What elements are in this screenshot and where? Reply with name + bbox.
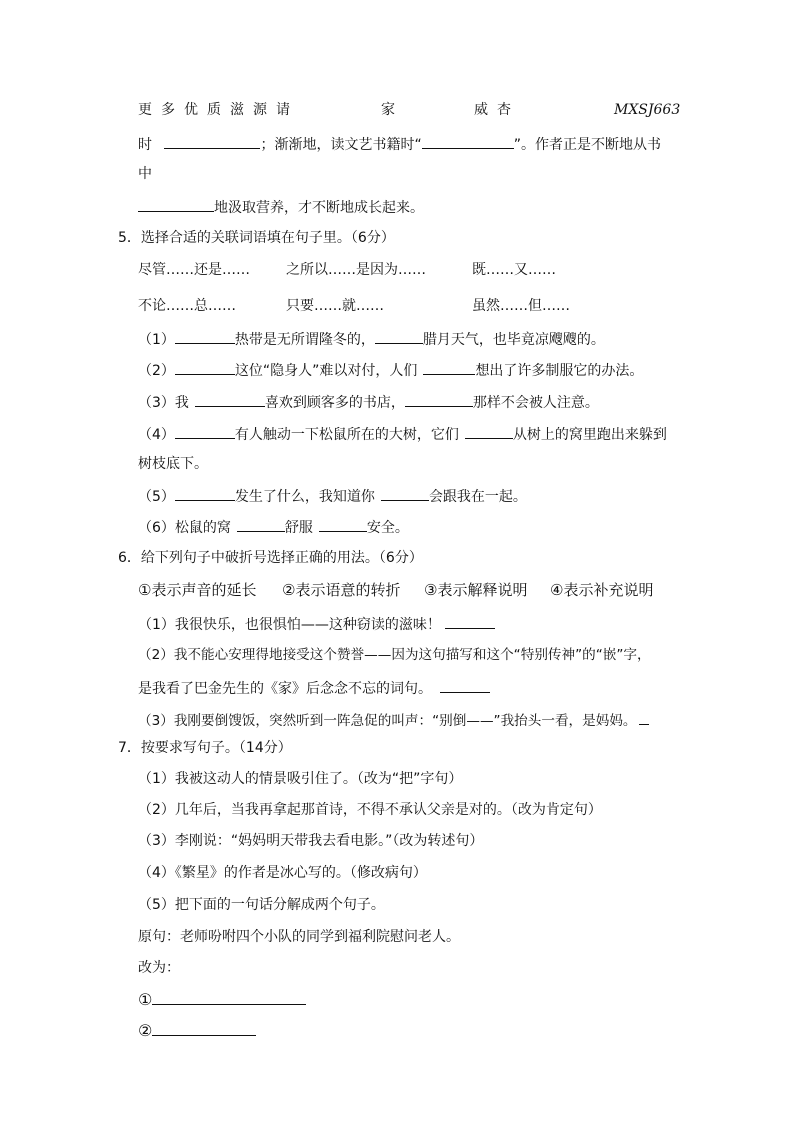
answer-blank[interactable]	[175, 423, 235, 439]
sentence-text: 会跟我在一起。	[428, 489, 527, 505]
answer-blank[interactable]	[375, 328, 423, 344]
q5-sentence-4-cont: 树枝底下。	[138, 456, 208, 472]
answer-blank[interactable]	[175, 359, 235, 375]
item-number: （4）	[138, 427, 175, 443]
answer-blank[interactable]	[319, 516, 367, 532]
question-7-title: 7．按要求写句子。（14分）	[118, 740, 292, 756]
q5-sentence-4	[138, 423, 667, 445]
circled-number: ②	[138, 1021, 153, 1040]
item-number: （5）	[138, 489, 175, 505]
answer-blank[interactable]	[152, 1020, 256, 1036]
sentence-text: 发生了什么，我知道你	[234, 489, 375, 505]
promo-text: 更多优质滋源请	[138, 102, 299, 118]
answer-blank[interactable]	[465, 423, 513, 439]
conjunction-option: 虽然……但……	[472, 298, 570, 314]
sentence-text: 腊月天气，也毕竟凉飕飕的。	[422, 332, 605, 348]
q7-task-2: （2）几年后，当我再拿起那首诗，不得不承认父亲是对的。（改为肯定句）	[138, 802, 602, 818]
intro-line-1	[138, 133, 661, 155]
sentence-text: （3）我刚要倒馊饭，突然听到一阵急促的叫声：“别倒——”我抬头一看，是妈妈。	[138, 713, 637, 729]
dash-usage-option: ④表示补充说明	[550, 581, 654, 599]
promo-text-b: 家	[381, 102, 395, 118]
dash-usage-option: ③表示解释说明	[424, 581, 528, 599]
answer-line-1	[138, 989, 306, 1010]
answer-blank[interactable]	[152, 989, 306, 1005]
sentence-text: 喜欢到顾客多的书店，	[264, 395, 405, 411]
intro-text: 时	[138, 137, 152, 153]
q5-sentence-5	[138, 485, 527, 507]
sentence-text: 想出了许多制服它的办法。	[475, 363, 644, 379]
promo-text-c: 威杏	[474, 102, 520, 118]
sentence-text: （1）我很快乐，也很惧怕——这种窃读的滋味！	[138, 617, 441, 633]
answer-blank[interactable]	[164, 133, 260, 149]
answer-blank[interactable]	[445, 613, 495, 629]
conjunction-option: 不论……总……	[138, 298, 236, 314]
original-sentence: 原句：老师吩咐四个小队的同学到福利院慰问老人。	[138, 929, 460, 945]
q7-task-3: （3）李刚说：“妈妈明天带我去看电影。”（改为转述句）	[138, 833, 484, 849]
conjunction-option: 只要……就……	[286, 298, 384, 314]
q5-sentence-3	[138, 391, 599, 413]
q7-task-1: （1）我被这动人的情景吸引住了。（改为“把”字句）	[138, 771, 463, 787]
sentence-text: 安全。	[366, 520, 409, 536]
answer-blank[interactable]	[440, 677, 490, 693]
sentence-text: 是我看了巴金先生的《家》后念念不忘的词句。	[138, 681, 432, 697]
sentence-text: （3）我	[138, 395, 189, 411]
sentence-text: 从树上的窝里跑出来躲到	[512, 427, 667, 443]
q7-task-4: （4）《繁星》的作者是冰心写的。（修改病句）	[138, 865, 427, 881]
q5-sentence-6	[138, 516, 409, 538]
sentence-text: （6）松鼠的窝	[138, 520, 231, 536]
answer-blank[interactable]	[138, 196, 214, 212]
q6-sentence-2: （2）我不能心安理得地接受这个赞誉——因为这句描写和这个“特别传神”的“嵌”字，	[138, 647, 651, 663]
dash-usage-option: ①表示声音的延长	[138, 581, 257, 599]
intro-line-3	[138, 196, 424, 218]
q7-task-5: （5）把下面的一句话分解成两个句子。	[138, 897, 385, 913]
intro-text: 地汲取营养，才不断地成长起来。	[214, 200, 424, 216]
doc-code: MXSJ663	[614, 102, 681, 118]
circled-number: ①	[138, 990, 153, 1009]
answer-blank[interactable]	[175, 485, 235, 501]
change-to-label: 改为：	[138, 960, 180, 976]
conjunction-option: 既……又……	[472, 262, 556, 278]
answer-blank[interactable]	[237, 516, 285, 532]
answer-blank[interactable]	[423, 359, 475, 375]
dash-usage-option: ②表示语意的转折	[282, 581, 401, 599]
q5-sentence-2	[138, 359, 643, 381]
question-5-title: 5．选择合适的关联词语填在句子里。（6分）	[118, 230, 395, 246]
answer-blank[interactable]	[422, 133, 514, 149]
sentence-text: 舒服	[284, 520, 313, 536]
answer-blank[interactable]	[195, 391, 265, 407]
question-6-title: 6．给下列句子中破折号选择正确的用法。（6分）	[118, 550, 423, 566]
q6-sentence-3	[138, 709, 649, 731]
sentence-text: 热带是无所谓隆冬的，	[234, 332, 375, 348]
answer-blank[interactable]	[381, 485, 429, 501]
q5-sentence-1	[138, 328, 605, 350]
sentence-text: 有人触动一下松鼠所在的大树，它们	[234, 427, 459, 443]
answer-blank[interactable]	[405, 391, 473, 407]
sentence-text: 这位“隐身人”难以对付，人们	[234, 363, 418, 379]
answer-blank[interactable]	[639, 709, 649, 725]
answer-line-2	[138, 1020, 256, 1041]
item-number: （1）	[138, 332, 175, 348]
conjunction-option: 尽管……还是……	[138, 262, 250, 278]
sentence-text: 那样不会被人注意。	[472, 395, 599, 411]
answer-blank[interactable]	[175, 328, 235, 344]
conjunction-option: 之所以……是因为……	[286, 262, 426, 278]
intro-text: ；渐渐地，读文艺书籍时“	[260, 137, 422, 153]
q6-sentence-1	[138, 613, 495, 635]
intro-text: ”。作者正是不断地从书	[513, 137, 661, 153]
q6-sentence-2-cont	[138, 677, 490, 699]
item-number: （2）	[138, 363, 175, 379]
intro-line-2: 中	[138, 166, 152, 182]
